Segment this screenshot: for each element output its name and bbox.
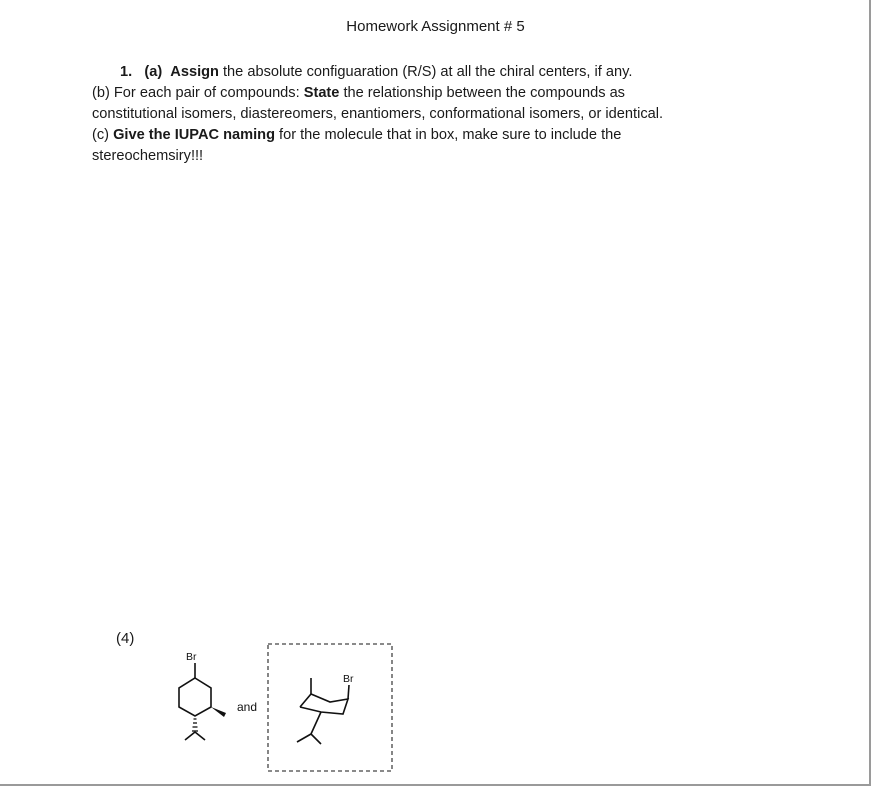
instruction-line-b1 xyxy=(92,83,782,104)
molecule-1-isopropyl-right xyxy=(195,732,205,740)
molecule-2-br-bond xyxy=(348,685,349,699)
part-b-text: the relationship between the compounds as xyxy=(339,85,625,101)
molecule-2-br-label: Br xyxy=(343,673,354,685)
molecule-1-isopropyl-left xyxy=(185,732,195,740)
molecule-2-chair xyxy=(300,694,348,714)
molecule-2 xyxy=(297,673,354,744)
part-a-label: (a) xyxy=(144,64,163,80)
instruction-line-c1 xyxy=(92,125,782,146)
molecule-pair xyxy=(150,636,410,776)
part-b-prefix: (b) For each pair of compounds: xyxy=(92,85,304,101)
part-b-bold: State xyxy=(303,85,340,101)
molecule-1-br-label: Br xyxy=(186,651,197,663)
instruction-line-c2: stereochemsiry!!! xyxy=(92,148,204,164)
molecule-2-isopropyl-right xyxy=(311,734,321,744)
molecule-2-isopropyl-stem xyxy=(311,712,321,734)
instructions xyxy=(92,62,782,167)
molecule-1-wedge-bond xyxy=(211,707,226,717)
molecule-drawing xyxy=(150,636,410,776)
molecule-1-ring xyxy=(179,678,211,716)
page-title: Homework Assignment # 5 xyxy=(346,18,525,35)
question-number: 1. xyxy=(120,64,133,80)
molecule-1-hashed-bond xyxy=(192,719,198,731)
part-c-prefix: (c) xyxy=(92,127,114,143)
part-a-bold: Assign xyxy=(170,64,219,80)
instruction-line-b2: constitutional isomers, diastereomers, enantiomers, conformational isomers, or identical. xyxy=(92,106,664,122)
molecule-1 xyxy=(179,651,226,740)
instruction-line-a xyxy=(92,62,782,83)
connector-and: and xyxy=(237,700,258,714)
molecule-2-isopropyl-left xyxy=(297,734,311,742)
part-c-text: for the molecule that in box, make sure to include the xyxy=(274,127,622,143)
problem-number: (4) xyxy=(116,630,135,647)
part-c-bold: Give the IUPAC naming xyxy=(113,127,275,143)
part-a-text: the absolute configuaration (R/S) at all the chiral centers, if any. xyxy=(218,64,633,80)
molecule-2-box xyxy=(268,644,392,771)
